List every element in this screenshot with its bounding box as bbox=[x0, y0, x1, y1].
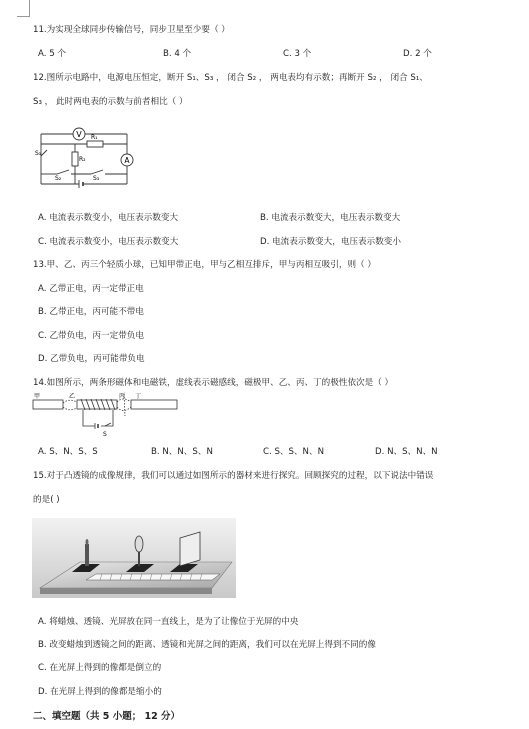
q15-stem-line2: 的是( ) bbox=[33, 495, 60, 505]
pole-ding-label: 丁 bbox=[135, 393, 142, 400]
margin-corner-mark-h bbox=[17, 16, 29, 17]
r2-label: R₂ bbox=[79, 156, 86, 163]
s1-label: S₁ bbox=[35, 150, 42, 157]
q14-magnet-figure bbox=[31, 390, 181, 440]
q14-option-d: D. N、S、N、N bbox=[375, 447, 438, 457]
q12-option-c: C. 电流表示数变小，电压表示数变大 bbox=[38, 237, 179, 247]
q11-option-d: D. 2 个 bbox=[403, 49, 432, 59]
q12-option-b: B. 电流表示数变大，电压表示数变大 bbox=[260, 213, 401, 223]
pole-bing-label: 丙 bbox=[119, 393, 126, 400]
switch-s-label: S bbox=[103, 431, 107, 438]
s2-label: S₂ bbox=[55, 175, 62, 182]
q13-option-b: B. 乙带正电，丙可能不带电 bbox=[38, 307, 144, 317]
section-2-title: 二、填空题（共 5 小题； 12 分） bbox=[33, 711, 181, 722]
q15-optical-bench-figure bbox=[32, 518, 236, 598]
s3-label: S₃ bbox=[93, 175, 100, 182]
q13-stem: 13.甲、乙、丙三个轻质小球，已知甲带正电，甲与乙相互排斥，甲与丙相互吸引，则（ ） bbox=[33, 260, 376, 270]
q12-option-a: A. 电流表示数变小，电压表示数变大 bbox=[38, 213, 179, 223]
r1-label: R₁ bbox=[91, 134, 98, 141]
q11-stem: 11.为实现全球同步传输信号，同步卫星至少要（ ） bbox=[33, 25, 230, 35]
q14-stem: 14.如图所示，两条形磁体和电磁铁，虚线表示磁感线，磁极甲、乙、丙、丁的极性依次是（ ） bbox=[33, 378, 394, 388]
q13-option-a: A. 乙带正电，丙一定带正电 bbox=[38, 284, 144, 294]
q15-option-a: A. 将蜡烛、透镜、光屏放在同一直线上，是为了让像位于光屏的中央 bbox=[38, 617, 299, 627]
ammeter-label: A bbox=[124, 156, 130, 165]
q14-option-c: C. S、S、N、N bbox=[263, 447, 325, 457]
q15-option-d: D. 在光屏上得到的像都是缩小的 bbox=[38, 687, 162, 697]
q11-option-b: B. 4 个 bbox=[163, 49, 192, 59]
q15-option-b: B. 改变蜡烛到透镜之间的距离、透镜和光屏之间的距离，我们可以在光屏上得到不同的像 bbox=[38, 640, 376, 650]
pole-yi-label: 乙 bbox=[69, 393, 76, 400]
q15-option-c: C. 在光屏上得到的像都是倒立的 bbox=[38, 663, 162, 673]
voltmeter-label: V bbox=[76, 130, 82, 139]
q13-option-d: D. 乙带负电，丙可能带负电 bbox=[38, 354, 145, 364]
q12-option-d: D. 电流表示数变大，电压表示数变小 bbox=[260, 237, 401, 247]
q12-stem-line1: 12.图所示电路中，电源电压恒定，断开 S₁、S₃ ， 闭合 S₂ ， 两电表均有示数；再断开 S₂ ， 闭合 S₁、 bbox=[33, 73, 428, 83]
pole-jia-label: 甲 bbox=[34, 393, 41, 400]
margin-corner-mark bbox=[29, 0, 30, 17]
q13-option-c: C. 乙带负电，丙一定带负电 bbox=[38, 331, 144, 341]
q15-stem-line1: 15.对于凸透镜的成像规律，我们可以通过如图所示的器材来进行探究。回顾探究的过程，以下说法中错误 bbox=[33, 471, 434, 481]
q11-option-a: A. 5 个 bbox=[38, 49, 66, 59]
q14-option-a: A. S、N、S、S bbox=[38, 447, 98, 457]
q14-option-b: B. N、N、S、N bbox=[151, 447, 213, 457]
q12-stem-line2: S₃ ， 此时两电表的示数与前者相比（ ） bbox=[33, 97, 188, 107]
q12-circuit-figure bbox=[35, 122, 135, 192]
q11-option-c: C. 3 个 bbox=[283, 49, 312, 59]
